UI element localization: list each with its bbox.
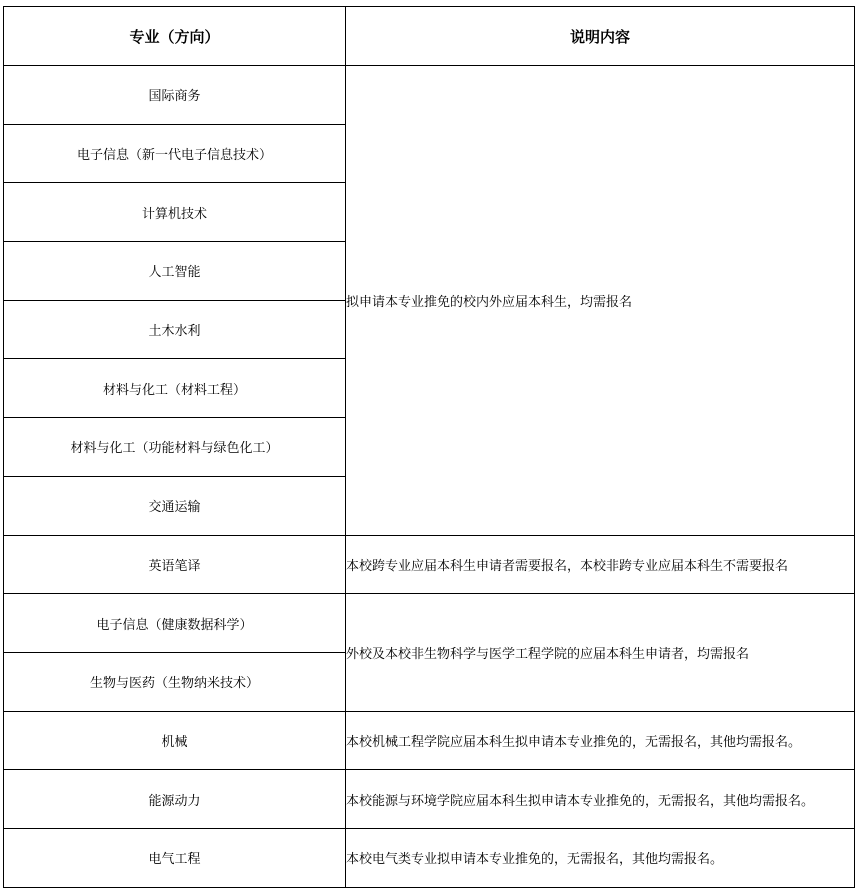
table-header-row	[4, 7, 855, 66]
table-row	[4, 828, 855, 887]
table-row	[4, 770, 855, 829]
table-row	[4, 535, 855, 594]
description-cell: 本校机械工程学院应届本科生拟申请本专业推免的，无需报名，其他均需报名。	[346, 711, 855, 770]
major-cell: 计算机技术	[4, 183, 346, 242]
description-cell: 本校能源与环境学院应届本科生拟申请本专业推免的，无需报名，其他均需报名。	[346, 770, 855, 829]
major-cell: 电气工程	[4, 828, 346, 887]
major-cell: 交通运输	[4, 476, 346, 535]
major-cell: 材料与化工（材料工程）	[4, 359, 346, 418]
major-cell: 机械	[4, 711, 346, 770]
major-cell: 电子信息（新一代电子信息技术）	[4, 124, 346, 183]
description-cell: 外校及本校非生物科学与医学工程学院的应届本科生申请者，均需报名	[346, 594, 855, 711]
description-cell: 拟申请本专业推免的校内外应届本科生，均需报名	[346, 66, 855, 536]
major-cell: 材料与化工（功能材料与绿色化工）	[4, 418, 346, 477]
major-cell: 英语笔译	[4, 535, 346, 594]
major-cell: 能源动力	[4, 770, 346, 829]
header-description: 说明内容	[346, 7, 855, 66]
table-row	[4, 594, 855, 653]
major-cell: 人工智能	[4, 242, 346, 301]
major-cell: 电子信息（健康数据科学）	[4, 594, 346, 653]
description-cell: 本校跨专业应届本科生申请者需要报名，本校非跨专业应届本科生不需要报名	[346, 535, 855, 594]
description-cell: 本校电气类专业拟申请本专业推免的，无需报名，其他均需报名。	[346, 828, 855, 887]
major-cell: 生物与医药（生物纳米技术）	[4, 652, 346, 711]
major-cell: 土木水利	[4, 300, 346, 359]
table-row	[4, 711, 855, 770]
table-row	[4, 66, 855, 125]
major-cell: 国际商务	[4, 66, 346, 125]
majors-table	[3, 6, 855, 888]
header-major: 专业（方向）	[4, 7, 346, 66]
